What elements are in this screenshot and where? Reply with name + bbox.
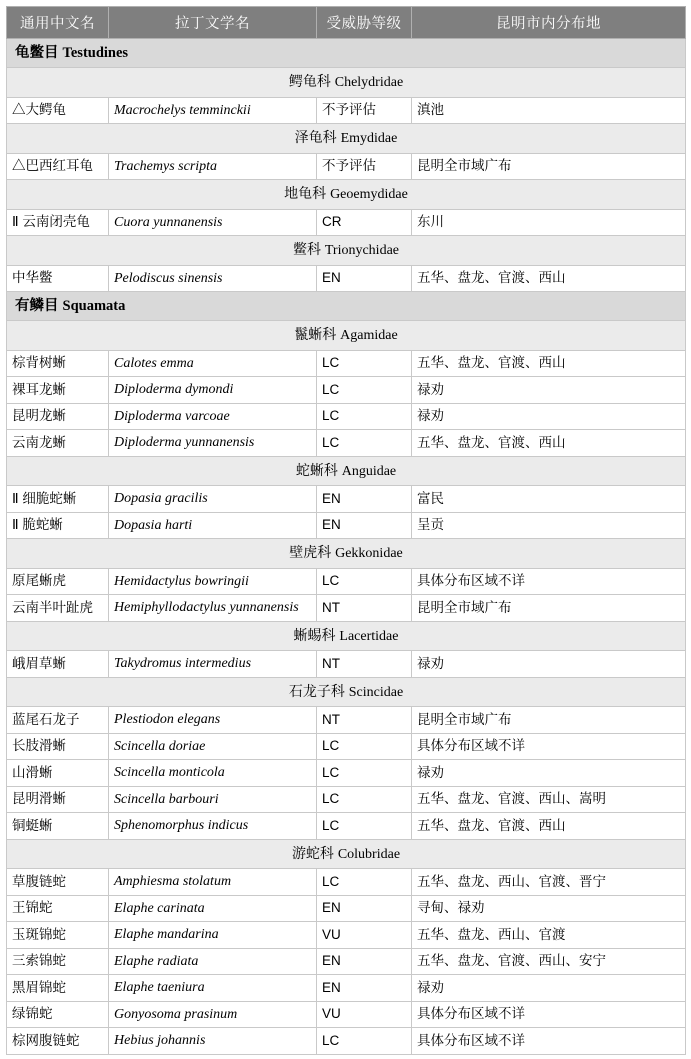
column-header-distribution: 昆明市内分布地	[412, 7, 686, 39]
column-header-chinese-name: 通用中文名	[7, 7, 109, 39]
table-row	[7, 948, 686, 975]
family-chinese-name: 蛇蜥科	[295, 461, 338, 478]
species-latin-name: Amphiesma stolatum	[109, 869, 317, 896]
species-chinese-name: 草腹链蛇	[7, 869, 109, 896]
species-chinese-name: 昆明龙蜥	[7, 403, 109, 430]
family-group-row	[7, 839, 686, 869]
table-row	[7, 813, 686, 840]
species-distribution: 五华、盘龙、官渡、西山	[412, 350, 686, 377]
family-chinese-name: 鬣蜥科	[294, 326, 337, 343]
species-chinese-name: Ⅱ 云南闭壳龟	[7, 209, 109, 236]
family-group-row	[7, 539, 686, 569]
table-row	[7, 707, 686, 734]
family-chinese-name: 泽龟科	[294, 129, 337, 146]
table-row	[7, 786, 686, 813]
species-threat-level: LC	[317, 733, 412, 760]
species-threat-level: NT	[317, 651, 412, 678]
species-threat-level: LC	[317, 786, 412, 813]
species-latin-name: Calotes emma	[109, 350, 317, 377]
family-latin-name: Lacertidae	[339, 628, 399, 644]
species-table	[6, 6, 686, 1055]
family-chinese-name: 壁虎科	[289, 544, 332, 561]
species-latin-name: Scincella doriae	[109, 733, 317, 760]
species-latin-name: Gonyosoma prasinum	[109, 1001, 317, 1028]
species-distribution: 昆明全市域广布	[412, 595, 686, 622]
species-distribution: 五华、盘龙、官渡、西山、嵩明	[412, 786, 686, 813]
table-row	[7, 512, 686, 539]
species-distribution: 具体分布区域不详	[412, 1001, 686, 1028]
species-distribution: 五华、盘龙、官渡、西山	[412, 813, 686, 840]
species-latin-name: Diploderma yunnanensis	[109, 430, 317, 457]
table-row	[7, 760, 686, 787]
table-row	[7, 153, 686, 180]
species-distribution: 寻甸、禄劝	[412, 895, 686, 922]
species-threat-level: NT	[317, 595, 412, 622]
species-distribution: 五华、盘龙、官渡、西山	[412, 265, 686, 292]
species-distribution: 滇池	[412, 97, 686, 124]
family-label	[7, 839, 686, 869]
family-label	[7, 180, 686, 210]
species-chinese-name: 长肢滑蜥	[7, 733, 109, 760]
family-label	[7, 677, 686, 707]
order-label	[7, 39, 686, 68]
family-label	[7, 68, 686, 98]
species-chinese-name: 云南半叶趾虎	[7, 595, 109, 622]
family-group-row	[7, 456, 686, 486]
family-label	[7, 124, 686, 154]
species-threat-level: LC	[317, 430, 412, 457]
family-chinese-name: 蜥蜴科	[293, 626, 336, 643]
species-latin-name: Elaphe carinata	[109, 895, 317, 922]
species-distribution: 昆明全市域广布	[412, 707, 686, 734]
species-distribution: 禄劝	[412, 975, 686, 1002]
family-latin-name: Agamidae	[340, 328, 398, 344]
species-chinese-name: 峨眉草蜥	[7, 651, 109, 678]
table-row	[7, 97, 686, 124]
family-group-row	[7, 621, 686, 651]
species-chinese-name: 裸耳龙蜥	[7, 377, 109, 404]
species-latin-name: Trachemys scripta	[109, 153, 317, 180]
family-chinese-name: 地龟科	[284, 185, 327, 202]
species-distribution: 东川	[412, 209, 686, 236]
species-latin-name: Hebius johannis	[109, 1028, 317, 1055]
species-threat-level: LC	[317, 403, 412, 430]
species-threat-level: VU	[317, 922, 412, 949]
species-chinese-name: 黑眉锦蛇	[7, 975, 109, 1002]
species-distribution: 禄劝	[412, 377, 686, 404]
species-distribution: 禄劝	[412, 760, 686, 787]
species-chinese-name: 玉斑锦蛇	[7, 922, 109, 949]
species-threat-level: LC	[317, 377, 412, 404]
species-chinese-name: 棕背树蜥	[7, 350, 109, 377]
species-chinese-name: 绿锦蛇	[7, 1001, 109, 1028]
table-row	[7, 733, 686, 760]
species-chinese-name: 棕网腹链蛇	[7, 1028, 109, 1055]
family-latin-name: Scincidae	[348, 684, 404, 700]
species-chinese-name: 蓝尾石龙子	[7, 707, 109, 734]
species-threat-level: EN	[317, 895, 412, 922]
species-chinese-name: 云南龙蜥	[7, 430, 109, 457]
table-row	[7, 1028, 686, 1055]
family-group-row	[7, 236, 686, 266]
species-latin-name: Pelodiscus sinensis	[109, 265, 317, 292]
table-row	[7, 568, 686, 595]
family-latin-name: Anguidae	[341, 463, 397, 479]
species-latin-name: Dopasia harti	[109, 512, 317, 539]
species-chinese-name: 三索锦蛇	[7, 948, 109, 975]
column-header-latin-name: 拉丁文学名	[109, 7, 317, 39]
family-group-row	[7, 321, 686, 351]
species-threat-level: EN	[317, 948, 412, 975]
table-row	[7, 895, 686, 922]
species-latin-name: Takydromus intermedius	[109, 651, 317, 678]
table-row	[7, 922, 686, 949]
species-distribution: 五华、盘龙、西山、官渡	[412, 922, 686, 949]
species-chinese-name: Ⅱ 脆蛇蜥	[7, 512, 109, 539]
table-row	[7, 1001, 686, 1028]
species-chinese-name: 中华鳖	[7, 265, 109, 292]
species-distribution: 五华、盘龙、官渡、西山、安宁	[412, 948, 686, 975]
family-latin-name: Trionychidae	[324, 243, 400, 259]
species-distribution: 具体分布区域不详	[412, 568, 686, 595]
species-threat-level: EN	[317, 486, 412, 513]
species-latin-name: Diploderma dymondi	[109, 377, 317, 404]
family-chinese-name: 游蛇科	[291, 844, 334, 861]
order-chinese-name: 有鳞目	[15, 298, 59, 315]
species-distribution: 禄劝	[412, 403, 686, 430]
species-latin-name: Diploderma varcoae	[109, 403, 317, 430]
table-row	[7, 265, 686, 292]
species-chinese-name: △大鳄龟	[7, 97, 109, 124]
table-row	[7, 403, 686, 430]
order-group-row	[7, 292, 686, 321]
species-latin-name: Dopasia gracilis	[109, 486, 317, 513]
family-chinese-name: 鳖科	[292, 241, 321, 258]
species-distribution: 五华、盘龙、西山、官渡、晋宁	[412, 869, 686, 896]
species-distribution: 具体分布区域不详	[412, 733, 686, 760]
species-latin-name: Sphenomorphus indicus	[109, 813, 317, 840]
table-row	[7, 377, 686, 404]
order-chinese-name: 龟鳖目	[15, 45, 59, 61]
family-label	[7, 621, 686, 651]
species-chinese-name: 山滑蜥	[7, 760, 109, 787]
species-distribution: 呈贡	[412, 512, 686, 539]
species-threat-level: VU	[317, 1001, 412, 1028]
table-header-row	[7, 7, 686, 39]
family-chinese-name: 鳄龟科	[288, 73, 331, 90]
species-distribution: 禄劝	[412, 651, 686, 678]
species-threat-level: EN	[317, 265, 412, 292]
family-latin-name: Colubridae	[337, 846, 401, 862]
species-latin-name: Elaphe mandarina	[109, 922, 317, 949]
species-threat-level: 不予评估	[317, 97, 412, 124]
species-threat-level: LC	[317, 760, 412, 787]
species-threat-level: LC	[317, 1028, 412, 1055]
species-chinese-name: △巴西红耳龟	[7, 153, 109, 180]
family-group-row	[7, 68, 686, 98]
family-group-row	[7, 124, 686, 154]
table-row	[7, 595, 686, 622]
column-header-threat-level: 受威胁等级	[317, 7, 412, 39]
species-threat-level: LC	[317, 869, 412, 896]
species-threat-level: NT	[317, 707, 412, 734]
species-latin-name: Cuora yunnanensis	[109, 209, 317, 236]
species-threat-level: EN	[317, 975, 412, 1002]
species-distribution: 五华、盘龙、官渡、西山	[412, 430, 686, 457]
species-threat-level: LC	[317, 350, 412, 377]
family-latin-name: Gekkonidae	[335, 546, 403, 562]
species-distribution: 昆明全市域广布	[412, 153, 686, 180]
family-latin-name: Emydidae	[340, 131, 398, 147]
species-latin-name: Scincella monticola	[109, 760, 317, 787]
species-latin-name: Scincella barbouri	[109, 786, 317, 813]
table-row	[7, 869, 686, 896]
species-threat-level: EN	[317, 512, 412, 539]
table-row	[7, 209, 686, 236]
family-label	[7, 539, 686, 569]
species-latin-name: Macrochelys temminckii	[109, 97, 317, 124]
species-distribution: 富民	[412, 486, 686, 513]
species-latin-name: Plestiodon elegans	[109, 707, 317, 734]
table-body	[7, 39, 686, 1055]
species-threat-level: 不予评估	[317, 153, 412, 180]
species-chinese-name: 原尾蜥虎	[7, 568, 109, 595]
order-latin-name: Squamata	[62, 298, 126, 315]
family-group-row	[7, 677, 686, 707]
table-row	[7, 486, 686, 513]
table-row	[7, 651, 686, 678]
species-latin-name: Elaphe radiata	[109, 948, 317, 975]
table-row	[7, 430, 686, 457]
family-label	[7, 236, 686, 266]
family-group-row	[7, 180, 686, 210]
species-latin-name: Hemiphyllodactylus yunnanensis	[109, 595, 317, 622]
species-chinese-name: 王锦蛇	[7, 895, 109, 922]
family-label	[7, 456, 686, 486]
species-distribution: 具体分布区域不详	[412, 1028, 686, 1055]
family-latin-name: Geoemydidae	[330, 187, 408, 203]
order-group-row	[7, 39, 686, 68]
family-label	[7, 321, 686, 351]
species-latin-name: Elaphe taeniura	[109, 975, 317, 1002]
species-chinese-name: Ⅱ 细脆蛇蜥	[7, 486, 109, 513]
species-chinese-name: 昆明滑蜥	[7, 786, 109, 813]
species-threat-level: CR	[317, 209, 412, 236]
order-label	[7, 292, 686, 321]
species-threat-level: LC	[317, 813, 412, 840]
species-latin-name: Hemidactylus bowringii	[109, 568, 317, 595]
family-chinese-name: 石龙子科	[288, 682, 345, 699]
species-threat-level: LC	[317, 568, 412, 595]
order-latin-name: Testudines	[62, 45, 129, 61]
table-row	[7, 350, 686, 377]
table-row	[7, 975, 686, 1002]
species-chinese-name: 铜蜓蜥	[7, 813, 109, 840]
family-latin-name: Chelydridae	[334, 75, 404, 91]
